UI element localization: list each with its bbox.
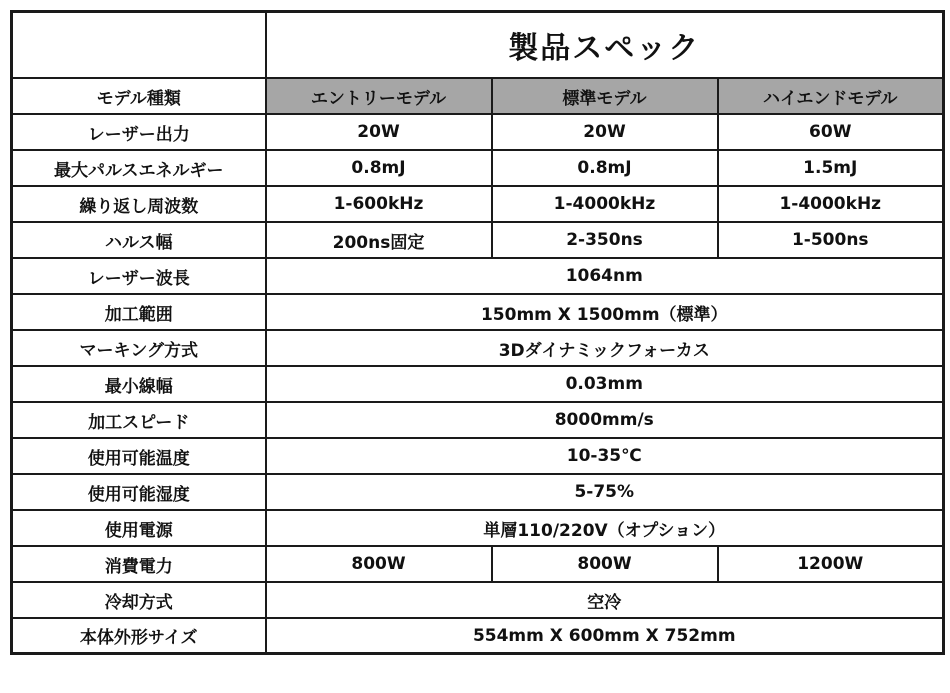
row-label: 最小線幅 bbox=[12, 366, 266, 402]
value-cell: 800W bbox=[492, 546, 718, 582]
value-cell: 5-75% bbox=[266, 474, 944, 510]
value-cell: 1.5mJ bbox=[718, 150, 944, 186]
table-row bbox=[12, 294, 944, 330]
row-label: 加工スピード bbox=[12, 402, 266, 438]
row-label: 使用可能湿度 bbox=[12, 474, 266, 510]
table-row bbox=[12, 582, 944, 618]
value-cell: 1-500ns bbox=[718, 222, 944, 258]
title-row bbox=[12, 12, 944, 79]
table-row bbox=[12, 78, 944, 114]
value-cell: 単層110/220V（オプション） bbox=[266, 510, 944, 546]
row-label: 使用電源 bbox=[12, 510, 266, 546]
value-cell: 0.8mJ bbox=[492, 150, 718, 186]
table-row bbox=[12, 258, 944, 294]
row-label: 加工範囲 bbox=[12, 294, 266, 330]
table-row bbox=[12, 402, 944, 438]
value-cell: 20W bbox=[266, 114, 492, 150]
value-cell: 10-35℃ bbox=[266, 438, 944, 474]
corner-cell bbox=[12, 12, 266, 79]
table-row bbox=[12, 114, 944, 150]
value-cell: 1-600kHz bbox=[266, 186, 492, 222]
spec-table bbox=[10, 10, 945, 655]
row-label: 本体外形サイズ bbox=[12, 618, 266, 654]
row-label: 消費電力 bbox=[12, 546, 266, 582]
row-label: 使用可能温度 bbox=[12, 438, 266, 474]
model-header-standard: 標準モデル bbox=[492, 78, 718, 114]
value-cell: 1064nm bbox=[266, 258, 944, 294]
row-label: ハルス幅 bbox=[12, 222, 266, 258]
value-cell: 空冷 bbox=[266, 582, 944, 618]
row-label: レーザー出力 bbox=[12, 114, 266, 150]
table-row bbox=[12, 438, 944, 474]
row-label: レーザー波長 bbox=[12, 258, 266, 294]
value-cell: 0.03mm bbox=[266, 366, 944, 402]
value-cell: 3Dダイナミックフォーカス bbox=[266, 330, 944, 366]
table-row bbox=[12, 510, 944, 546]
table-row bbox=[12, 618, 944, 654]
value-cell: 60W bbox=[718, 114, 944, 150]
value-cell: 20W bbox=[492, 114, 718, 150]
value-cell: 0.8mJ bbox=[266, 150, 492, 186]
value-cell: 1-4000kHz bbox=[718, 186, 944, 222]
table-row bbox=[12, 474, 944, 510]
model-header-entry: エントリーモデル bbox=[266, 78, 492, 114]
table-row bbox=[12, 366, 944, 402]
value-cell: 1-4000kHz bbox=[492, 186, 718, 222]
table-row bbox=[12, 222, 944, 258]
row-label: 繰り返し周波数 bbox=[12, 186, 266, 222]
row-label: マーキング方式 bbox=[12, 330, 266, 366]
value-cell: 150mm X 1500mm（標準） bbox=[266, 294, 944, 330]
table-row bbox=[12, 186, 944, 222]
model-header-highend: ハイエンドモデル bbox=[718, 78, 944, 114]
value-cell: 8000mm/s bbox=[266, 402, 944, 438]
row-label: モデル種類 bbox=[12, 78, 266, 114]
table-row bbox=[12, 330, 944, 366]
row-label: 最大パルスエネルギー bbox=[12, 150, 266, 186]
value-cell: 554mm X 600mm X 752mm bbox=[266, 618, 944, 654]
table-title: 製品スペック bbox=[266, 12, 944, 79]
value-cell: 800W bbox=[266, 546, 492, 582]
table-row bbox=[12, 546, 944, 582]
value-cell: 200ns固定 bbox=[266, 222, 492, 258]
value-cell: 1200W bbox=[718, 546, 944, 582]
row-label: 冷却方式 bbox=[12, 582, 266, 618]
value-cell: 2-350ns bbox=[492, 222, 718, 258]
table-row bbox=[12, 150, 944, 186]
